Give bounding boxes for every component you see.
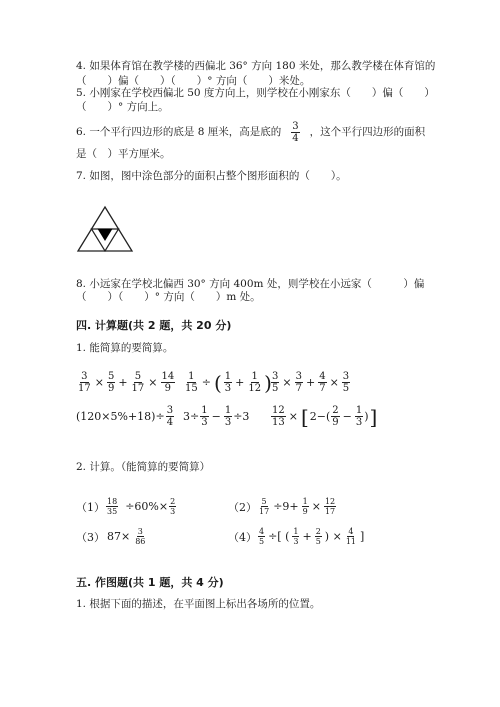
triangle-figure (76, 205, 134, 253)
section4-sub2: 2. 计算。（能简算的要简算） (76, 461, 211, 473)
q6-text-post: ，这个平行四边形的面积 (309, 126, 426, 138)
calc-1: （1） $\frac{18}{35}$ ÷60%× $\frac{2}{3}$ (76, 497, 176, 516)
expr-6: $\frac{12}{13}$ × [ 2−( $\frac{2}{9}$ − $\frac{1}{3}$ ) ] (272, 404, 378, 429)
q5-line1: 5. 小刚家在学校西偏北 50 度方向上，则学校在小刚家东（ ）偏（ ） (76, 87, 435, 99)
q6-text-pre: 6. 一个平行四边形的底是 8 厘米，高是底的 (76, 126, 282, 138)
expr-5: 3÷ $\frac{1}{3}$ − $\frac{1}{3}$ ÷3 (183, 405, 250, 428)
q8-line1: 8. 小远家在学校北偏西 30° 方向 400m 处，则学校在小远家（ ）偏 (76, 278, 425, 290)
expr-3: $\frac{3}{5}$ × $\frac{3}{7}$ + $\frac{4}{7}$ × $\frac{3}{5}$ (272, 371, 350, 394)
section4-heading: 四. 计算题(共 2 题，共 20 分) (76, 319, 232, 332)
q8-line2: （ ）（ ）° 方向（ ）m 处。 (76, 291, 261, 303)
q6-line1 (76, 121, 425, 144)
expr-4: (120×5%+18)÷ $\frac{3}{4}$ (76, 405, 174, 428)
section4-sub1: 1. 能简算的要简算。 (76, 342, 174, 354)
calc-3: （3） 87× $\frac{3}{86}$ (76, 527, 146, 546)
q6-line2: 是（ ）平方厘米。 (76, 148, 171, 160)
expr-1: $\frac{3}{17}$ × $\frac{5}{9}$ + $\frac{5}{17}$ × $\frac{14}{9}$ (78, 371, 175, 394)
calc-4: （4） $\frac{4}{5}$ ÷[ ( $\frac{1}{3}$ + $\frac{2}{5}$ ) × $\frac{4}{11}$ ] (228, 527, 365, 546)
q7-line1: 7. 如图，图中涂色部分的面积占整个图形面积的（ ）。 (76, 170, 347, 182)
expr-2: $\frac{1}{15}$ ÷ ( $\frac{1}{3}$ + $\frac{1}{12}$ ) (185, 370, 272, 395)
q4-line1: 4. 如果体育馆在教学楼的西偏北 36° 方向 180 米处，那么教学楼在体育馆的 (76, 60, 436, 72)
section5-heading: 五. 作图题(共 1 题，共 4 分) (76, 576, 224, 589)
q5-line2: （ ）° 方向上。 (76, 101, 169, 113)
section5-sub1: 1. 根据下面的描述，在平面图上标出各场所的位置。 (76, 598, 321, 610)
q6-fraction: $\frac{3}{4}$ (292, 121, 299, 144)
calc-2: （2） $\frac{5}{17}$ ÷9+ $\frac{1}{9}$ × $\frac{12}{17}$ (228, 497, 336, 516)
q4-line2: （ ）偏（ ）（ ）° 方向（ ）米处。 (76, 75, 311, 87)
